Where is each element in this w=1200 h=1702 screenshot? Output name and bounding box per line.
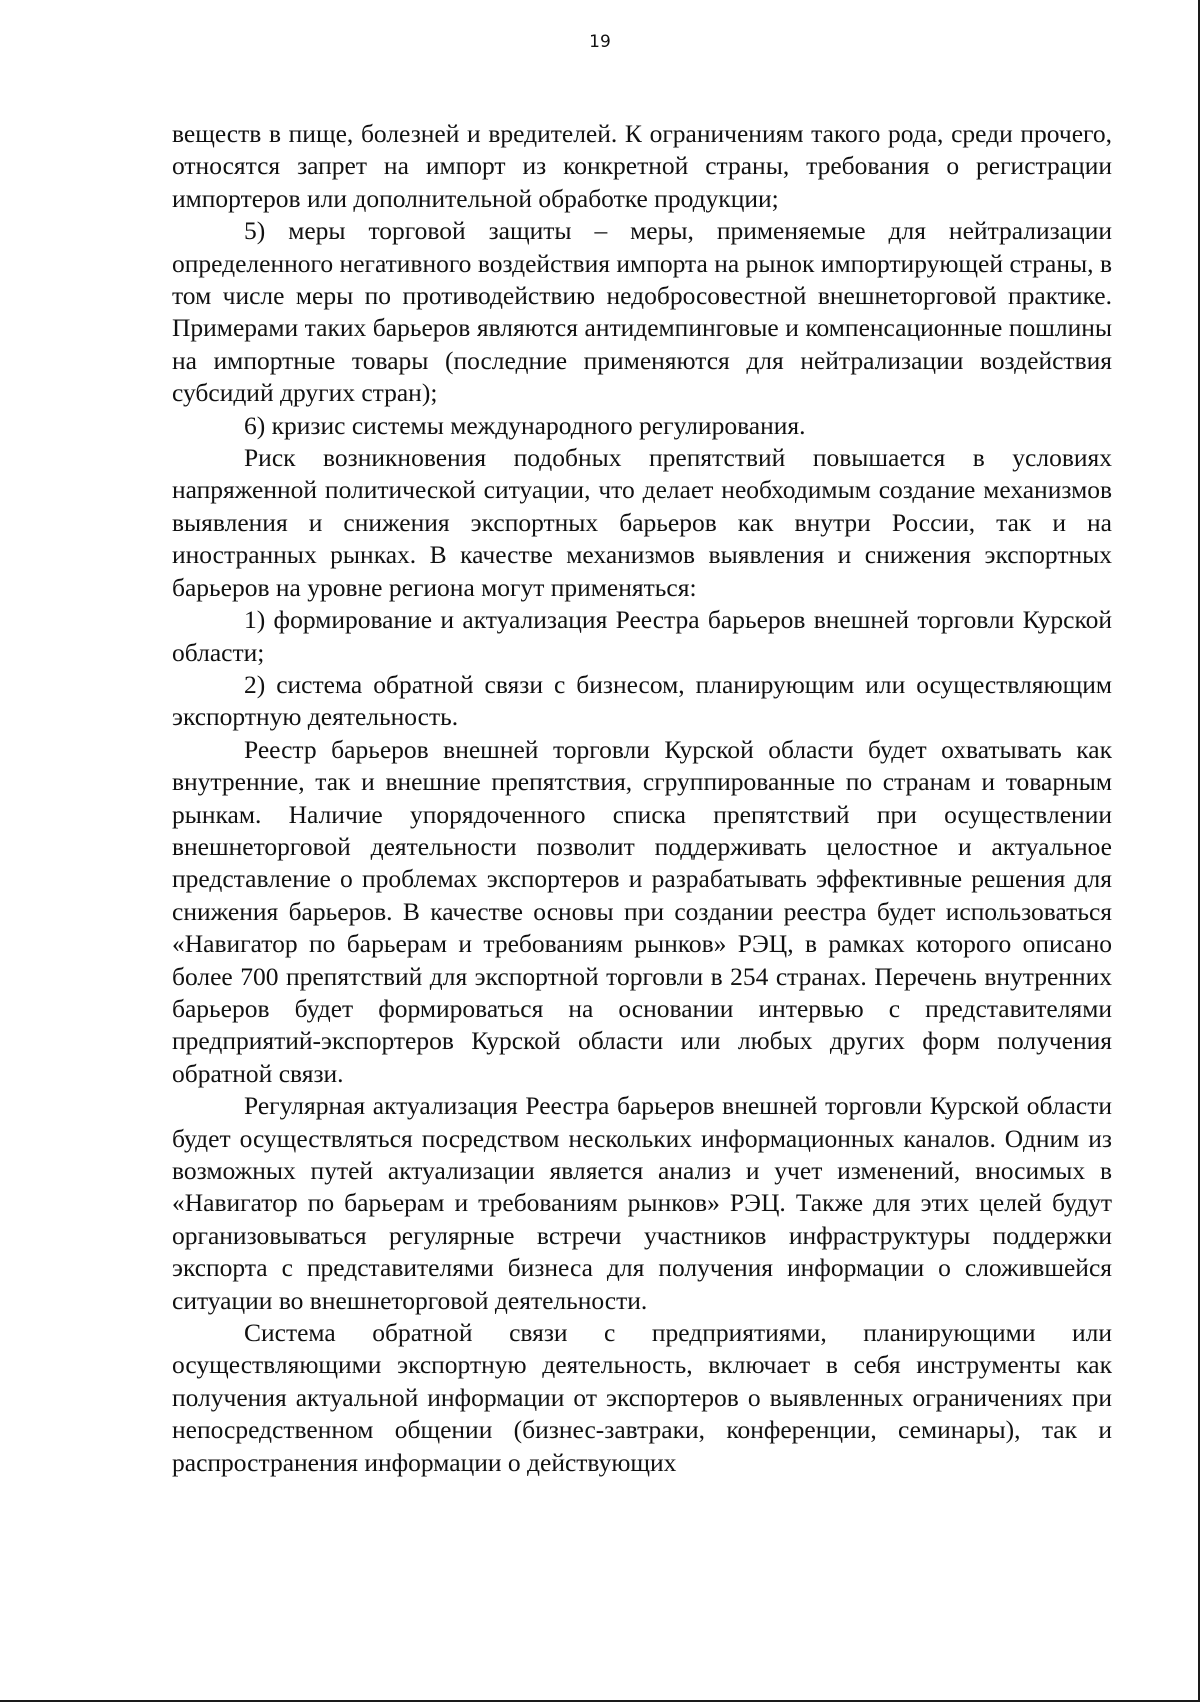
paragraph-4: Риск возникновения подобных препятствий повышается в условиях напряженной политической ситуации, что делает необходимым создание механизмов выявления и снижения экспортных барьеров как внутри России, так и на иностранных рынках. В качестве механизмов выявления и снижения экспортных барьеров на уровне региона могут применяться:	[172, 443, 1112, 602]
paragraph-7: Реестр барьеров внешней торговли Курской области будет охватывать как внутренние, так и внешние препятствия, сгруппированные по странам и товарным рынкам. Наличие упорядоченного списка препятствий при осуществлении внешнеторговой деятельности позволит поддерживать целостное и актуальное представление о проблемах экспортеров и разрабатывать эффективные решения для снижения барьеров. В качестве основы при создании реестра будет использоваться «Навигатор по барьерам и требованиям рынков» РЭЦ, в рамках которого описано более 700 препятствий для экспортной торговли в 254 странах. Перечень внутренних барьеров будет формироваться на основании интервью с представителями предприятий-экспортеров Курской области или любых других форм получения обратной связи.	[172, 734, 1112, 1088]
paragraph-2: 5) меры торговой защиты – меры, применяемые для нейтрализации определенного негативного воздействия импорта на рынок импортирующей страны, в том числе меры по противодействию недобросовестной внешнеторговой практике. Примерами таких барьеров являются антидемпинговые и компенсационные пошлины на импортные товары (последние применяются для нейтрализации воздействия субсидий других стран);	[172, 216, 1112, 408]
paragraph-9: Система обратной связи с предприятиями, планирующими или осуществляющими экспортную деятельность, включает в себя инструменты как получения актуальной информации от экспортеров о выявленных ограничениях при непосредственном общении (бизнес-завтраки, конференции, семинары), так и распространения информации о действующих	[172, 1318, 1112, 1477]
paragraph-8: Регулярная актуализация Реестра барьеров внешней торговли Курской области будет осуществляться посредством нескольких информационных каналов. Одним из возможных путей актуализации является анализ и учет изменений, вносимых в «Навигатор по барьерам и требованиям рынков» РЭЦ. Также для этих целей будут организовываться регулярные встречи участников инфраструктуры поддержки экспорта с представителями бизнеса для получения информации о сложившейся ситуации во внешнеторговой деятельности.	[172, 1091, 1112, 1315]
paragraph-6: 2) система обратной связи с бизнесом, планирующим или осуществляющим экспортную деятельность.	[172, 669, 1112, 732]
page-number: 19	[589, 32, 611, 52]
paragraph-5: 1) формирование и актуализация Реестра барьеров внешней торговли Курской области;	[172, 605, 1112, 667]
paragraph-3: 6) кризис системы международного регулирования.	[244, 410, 806, 440]
document-body	[172, 118, 1112, 1479]
paragraph-1: веществ в пище, болезней и вредителей. К ограничениям такого рода, среди прочего, относятся запрет на импорт из конкретной страны, требования о регистрации импортеров или дополнительной обработке продукции;	[172, 119, 1112, 213]
